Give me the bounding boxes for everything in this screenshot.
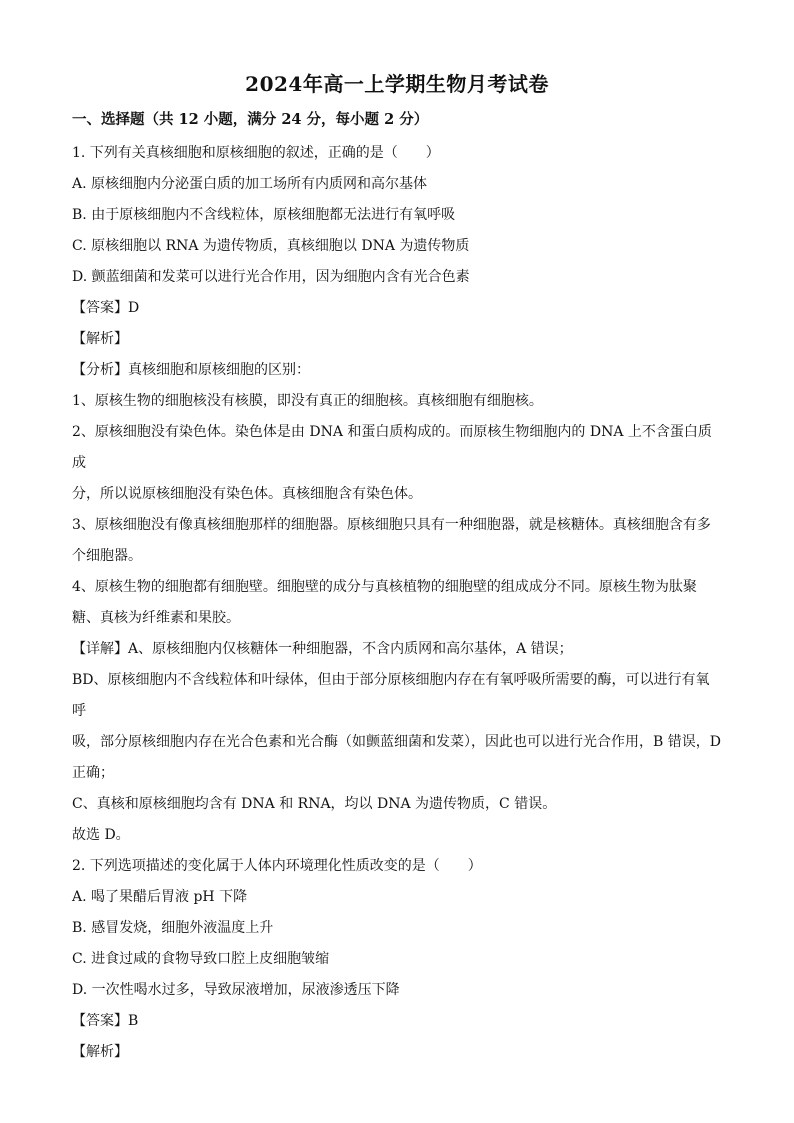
question-2-jiexi-label: 【解析】 (72, 1044, 128, 1060)
question-1-analysis-line: 2、原核细胞没有染色体。染色体是由 DNA 和蛋白质构成的。而原核生物细胞内的 DNA 上不含蛋白质成 (72, 424, 712, 471)
question-1-analysis-line: 1、原核生物的细胞核没有核膜，即没有真正的细胞核。真核细胞有细胞核。 (72, 393, 543, 409)
question-1-conclusion: 故选 D。 (72, 827, 130, 843)
question-2-option-c: C. 进食过咸的食物导致口腔上皮细胞皱缩 (72, 951, 330, 967)
question-2-option-b: B. 感冒发烧，细胞外液温度上升 (72, 920, 274, 936)
question-1-analysis-line: 糖、真核为纤维素和果胶。 (72, 610, 240, 626)
question-1-jiexi-label: 【解析】 (72, 331, 128, 347)
question-1-analysis-line: 3、原核细胞没有像真核细胞那样的细胞器。原核细胞只具有一种细胞器，就是核糖体。真核细胞含有多 (72, 517, 711, 533)
question-1-detail-line: 【详解】A、原核细胞内仅核糖体一种细胞器，不含内质网和高尔基体，A 错误； (72, 641, 573, 657)
question-1-analysis-line: 分，所以说原核细胞没有染色体。真核细胞含有染色体。 (72, 486, 422, 502)
question-1-analysis-line: 个细胞器。 (72, 548, 142, 564)
question-2-option-d: D. 一次性喝水过多，导致尿液增加，尿液渗透压下降 (72, 982, 400, 998)
question-1-detail-line: 正确； (72, 765, 114, 781)
question-1-analysis-line: 【分析】真核细胞和原核细胞的区别： (72, 362, 310, 378)
page-title: 2024年高一上学期生物月考试卷 (245, 72, 549, 96)
question-1-option-b: B. 由于原核细胞内不含线粒体，原核细胞都无法进行有氧呼吸 (72, 207, 456, 223)
question-1-stem: 1. 下列有关真核细胞和原核细胞的叙述，正确的是（ ） (72, 145, 440, 161)
question-1-answer: 【答案】D (72, 300, 140, 316)
question-2-option-a: A. 喝了果醋后胃液 pH 下降 (72, 889, 248, 905)
question-2-stem: 2. 下列选项描述的变化属于人体内环境理化性质改变的是（ ） (72, 858, 482, 874)
question-1-analysis-line: 4、原核生物的细胞都有细胞壁。细胞壁的成分与真核植物的细胞壁的组成成分不同。原核生物为肽聚 (72, 579, 697, 595)
exam-content (72, 138, 722, 1068)
question-2-answer: 【答案】B (72, 1013, 139, 1029)
question-1-detail-line: C、真核和原核细胞均含有 DNA 和 RNA，均以 DNA 为遗传物质，C 错误。 (72, 796, 557, 812)
question-1-option-c: C. 原核细胞以 RNA 为遗传物质，真核细胞以 DNA 为遗传物质 (72, 238, 470, 254)
question-1-option-d: D. 颤蓝细菌和发菜可以进行光合作用，因为细胞内含有光合色素 (72, 269, 470, 285)
question-1-detail-line: 吸，部分原核细胞内存在光合色素和光合酶（如颤蓝细菌和发菜），因此也可以进行光合作用，B 错误，D (72, 734, 721, 750)
question-1-detail-line: BD、原核细胞内不含线粒体和叶绿体，但由于部分原核细胞内存在有氧呼吸所需要的酶，可以进行有氧呼 (72, 672, 710, 719)
question-1-option-a: A. 原核细胞内分泌蛋白质的加工场所有内质网和高尔基体 (72, 176, 428, 192)
section-heading: 一、选择题（共 12 小题，满分 24 分，每小题 2 分） (72, 111, 429, 128)
